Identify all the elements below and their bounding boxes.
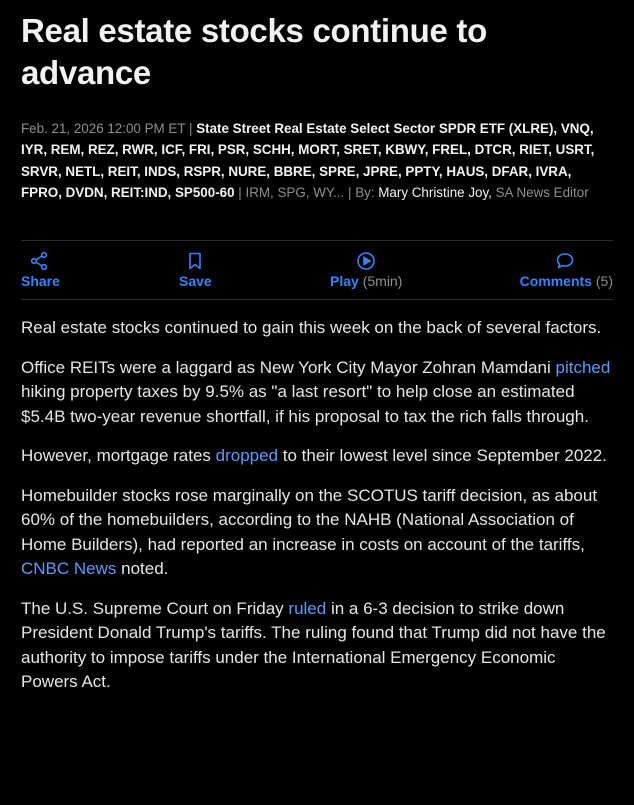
paragraph-text: in a 6-3 decision to strike down President Donald Trump's tariffs. The ruling found that Trump did not have the authority to impose tariffs under the International Emergency Economic Powers Act. xyxy=(21,598,606,691)
save-button[interactable] xyxy=(179,241,212,299)
cnbc-news-link[interactable]: CNBC News xyxy=(21,559,117,578)
article-title: Real estate stocks continue to advance xyxy=(21,12,487,91)
play-duration: (5min) xyxy=(362,273,403,289)
paragraph-text: However, mortgage rates xyxy=(21,446,211,465)
by-label: By: xyxy=(355,185,375,201)
dropped-link[interactable]: dropped xyxy=(215,446,279,465)
play-label: Play xyxy=(330,273,359,289)
share-label: Share xyxy=(21,273,60,289)
comment-bubble-icon xyxy=(555,251,575,271)
ticker-list[interactable]: State Street Real Estate Select Sector SPDR ETF (XLRE), VNQ, IYR, REM, REZ, RWR, ICF, FRI, PSR, SCHH, MORT, SRET, KBWY, FREL, DTCR, RIET, USRT, SRVR, NETL, REIT, INDS, RSPR, NURE, BBRE, SPRE, JPRE, PPTY, HAUS, DFAR, IVRA, FPRO, DVDN, REIT:IND, SP500-60 xyxy=(21,121,595,201)
meta-separator: | xyxy=(238,185,242,201)
author-name[interactable]: Mary Christine Joy, xyxy=(378,185,492,201)
play-button[interactable] xyxy=(330,241,402,299)
paragraph-text: noted. xyxy=(121,559,169,578)
pitched-link[interactable]: pitched xyxy=(555,357,611,377)
paragraph-text: Homebuilder stocks rose marginally on the SCOTUS tariff decision, as about 60% of the homebuilders, according to the NAHB (National Association of Home Builders), had reported an increase in costs on account of the tariffs, xyxy=(21,485,598,554)
ruled-link[interactable]: ruled xyxy=(288,598,327,618)
paragraph xyxy=(21,484,616,582)
paragraph-text: to their lowest level since September 2022. xyxy=(282,446,607,465)
comments-label-row xyxy=(520,273,613,289)
article-date: Feb. 21, 2026 12:00 PM ET xyxy=(21,121,186,136)
save-label: Save xyxy=(179,273,212,289)
article-body xyxy=(21,316,616,710)
comments-label: Comments xyxy=(519,273,592,289)
comments-button[interactable] xyxy=(520,241,613,299)
paragraph-text: Real estate stocks continued to gain this week on the back of several factors. xyxy=(21,318,602,337)
play-circle-icon xyxy=(356,251,376,271)
article-action-bar xyxy=(21,240,613,300)
share-icon xyxy=(29,251,49,271)
paragraph xyxy=(21,444,616,469)
meta-separator: | xyxy=(189,121,193,136)
paragraph xyxy=(21,356,616,430)
more-tickers[interactable]: IRM, SPG, WY... xyxy=(245,185,345,201)
play-label-row xyxy=(330,273,402,289)
paragraph-text: The U.S. Supreme Court on Friday xyxy=(21,598,284,618)
author-role: SA News Editor xyxy=(495,185,589,201)
paragraph xyxy=(21,597,616,695)
comments-count: (5) xyxy=(595,273,613,289)
paragraph-text: Office REITs were a laggard as New York City Mayor Zohran Mamdani xyxy=(21,357,551,377)
article-meta xyxy=(21,118,613,204)
meta-separator: | xyxy=(347,185,352,201)
paragraph xyxy=(21,316,616,341)
paragraph-text: hiking property taxes by 9.5% as "a last resort" to help close an estimated $5.4B two-year revenue shortfall, if his proposal to tax the rich falls through. xyxy=(21,382,589,426)
bookmark-icon xyxy=(185,251,205,271)
share-button[interactable] xyxy=(21,241,60,299)
